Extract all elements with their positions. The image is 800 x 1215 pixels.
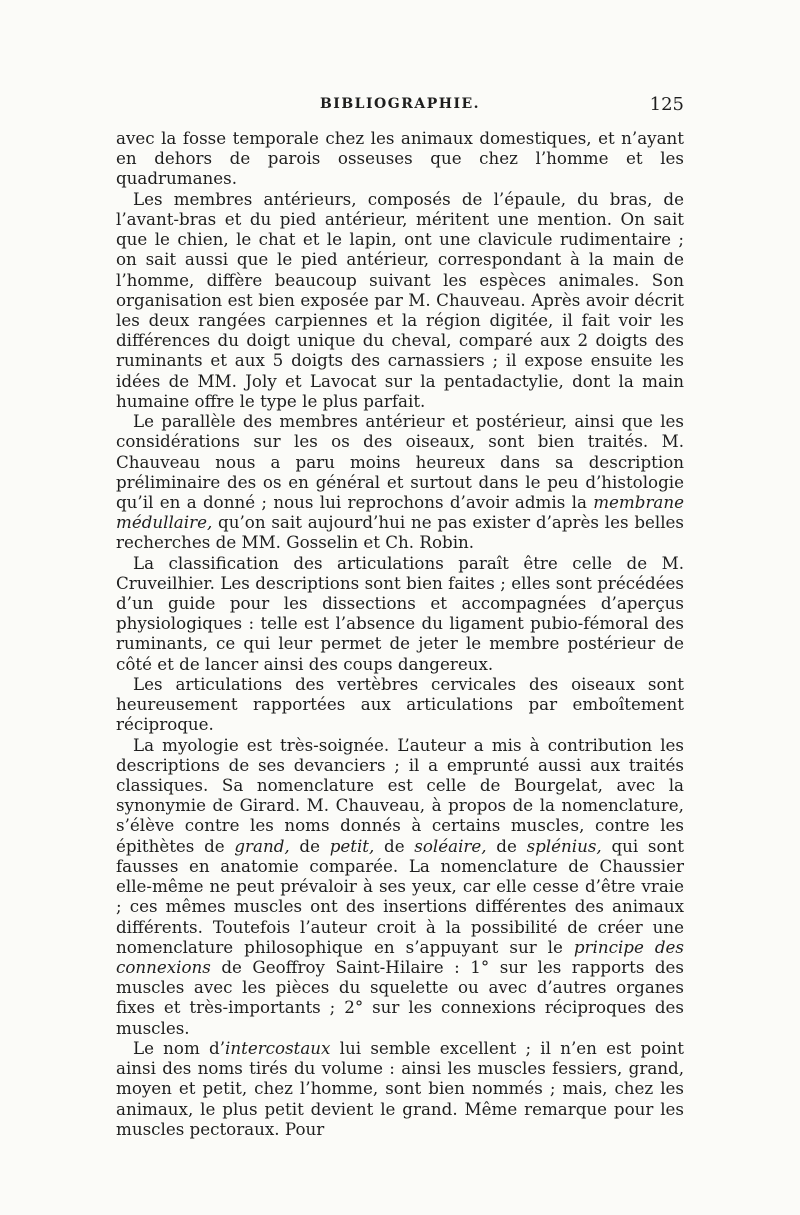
text-run: de bbox=[374, 835, 415, 856]
italic-term: soléaire, bbox=[414, 835, 487, 856]
text-run: lui semble excellent ; il n’en est point ainsi des noms tirés du volume : ainsi les muscles fessiers, grand, moyen et petit, chez l’homme, sont bien nommés ; mais, chez les animaux, le plus petit devient le grand. Même remarque pour les muscles pectoraux. Pour bbox=[116, 1037, 685, 1139]
text-run: Le nom d’ bbox=[133, 1037, 226, 1058]
text-run: qu’on sait aujourd’hui ne pas exister d’après les belles recherches de MM. Gosselin et Ch. Robin. bbox=[116, 512, 684, 553]
text-run: avec la fosse temporale chez les animaux domestiques, et n’ayant en dehors de parois osseuses que chez l’homme et les quadrumanes. bbox=[116, 128, 684, 189]
running-head bbox=[116, 96, 684, 120]
italic-term: grand, bbox=[234, 835, 290, 856]
text-run: La classification des articulations paraît être celle de M. Cruveilhier. Les descriptions sont bien faites ; elles sont précédées d’un guide pour les dissections et accompagnées d’aperçus physiologiques : telle est l’absence du ligament pubio-fémoral des ruminants, ce qui leur permet de jeter le membre postérieur de côté et de lancer ainsi des coups dangereux. bbox=[116, 552, 684, 674]
page-number: 125 bbox=[649, 94, 684, 115]
italic-term: principe des connexions bbox=[116, 936, 684, 977]
text-run: Les articulations des vertèbres cervicales des oiseaux sont heureusement rapportées aux articulations par emboîtement réciproque. bbox=[116, 673, 684, 735]
text-run: de bbox=[289, 835, 330, 856]
body-text bbox=[116, 128, 684, 1139]
italic-term: intercostaux bbox=[225, 1037, 331, 1058]
paragraph bbox=[116, 735, 684, 1038]
text-run: Les membres antérieurs, composés de l’épaule, du bras, de l’avant-bras et du pied antérieur, méritent une mention. On sait que le chien, le chat et le lapin, ont une clavicule rudimentaire ; on sait aussi que le pied antérieur, correspondant à la main de l’homme, diffère beaucoup suivant les espèces animales. Son organisation est bien exposée par M. Chauveau. Après avoir décrit les deux rangées carpiennes et la région digitée, il fait voir les différences du doigt unique du cheval, comparé aux 2 doigts des ruminants et aux 5 doigts des carnassiers ; il expose ensuite les idées de MM. Joly et Lavocat sur la pentadactylie, dont la main humaine offre le type le plus parfait. bbox=[116, 188, 684, 411]
paragraph bbox=[116, 411, 684, 553]
italic-term: petit, bbox=[329, 835, 375, 856]
text-run: Le parallèle des membres antérieur et postérieur, ainsi que les considérations sur les os des oiseaux, sont bien traités. M. Chauveau nous a paru moins heureux dans sa description préliminaire des os en général et surtout dans le peu d’histologie qu’il en a donné ; nous lui reprochons d’avoir admis la bbox=[116, 411, 684, 512]
text-run: qui sont fausses en anatomie comparée. La nomenclature de Chaussier elle-même ne peut prévaloir à ses yeux, car elle cesse d’être vraie ; ces mêmes muscles ont des insertions différentes des animaux différents. Toutefois l’auteur croit à la possibilité de créer une nomenclature philosophique en s’appuyant sur le bbox=[116, 835, 684, 957]
text-run: de bbox=[486, 835, 527, 856]
italic-term: membrane médullaire, bbox=[116, 491, 684, 533]
text-run: La myologie est très-soignée. L’auteur a mis à contribution les descriptions de ses devanciers ; il a emprunté aussi aux traités classiques. Sa nomenclature est celle de Bourgelat, avec la synonymie de Girard. M. Chauveau, à propos de la nomenclature, s’élève contre les noms donnés à certains muscles, contre les épithètes de bbox=[116, 734, 684, 856]
paragraph bbox=[116, 128, 684, 189]
paragraph bbox=[116, 674, 684, 735]
running-title: BIBLIOGRAPHIE. bbox=[319, 96, 481, 112]
paragraph bbox=[116, 1038, 684, 1139]
text-run: de Geoffroy Saint-Hilaire : 1° sur les rapports des muscles avec les pièces du squelette ou avec d’autres organes fixes et très-importants ; 2° sur les connexions réciproques des muscles. bbox=[116, 956, 684, 1038]
paragraph bbox=[116, 189, 684, 411]
paragraph bbox=[116, 553, 684, 674]
italic-term: splénius, bbox=[526, 835, 602, 856]
